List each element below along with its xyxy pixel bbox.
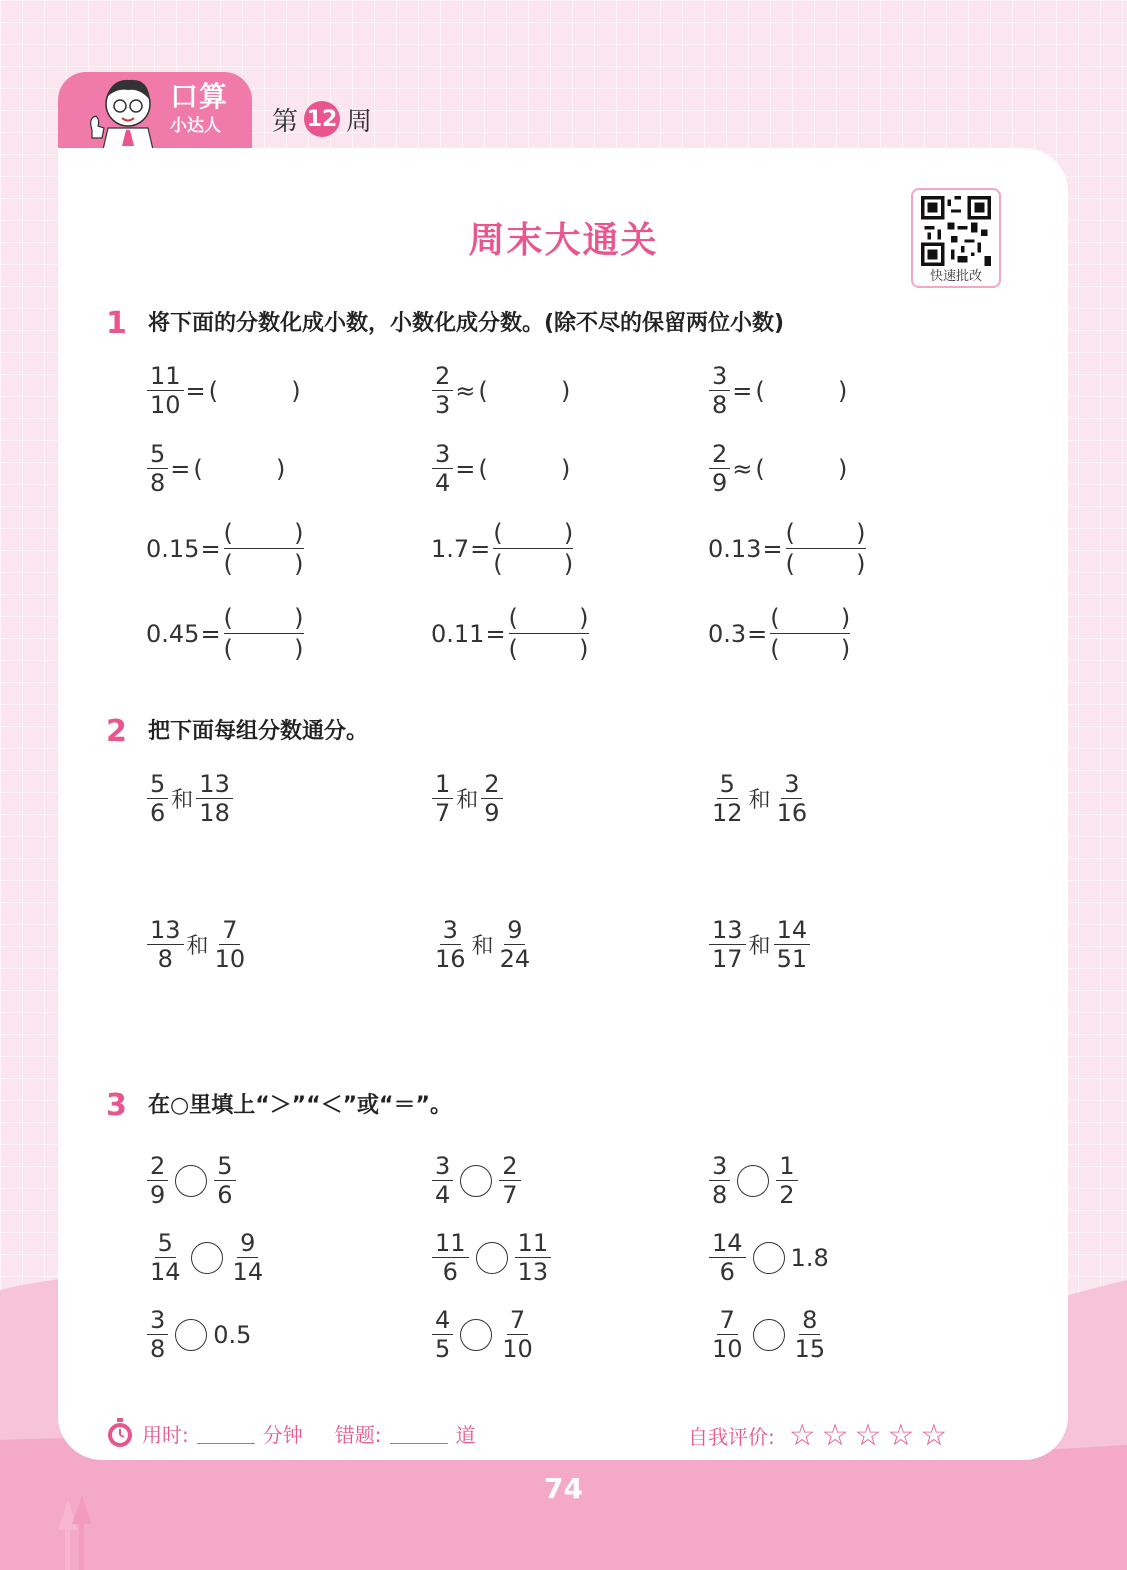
equals-sign: = [762, 534, 783, 563]
comparison-item [431, 1306, 537, 1363]
footer-time-errors [106, 1418, 476, 1448]
numerator: 13 [709, 916, 746, 945]
connector: 和 [456, 788, 479, 813]
numerator: 8 [799, 1306, 820, 1335]
fraction-b [515, 1229, 552, 1286]
connector: 和 [171, 788, 194, 813]
numerator: 1 [776, 1152, 797, 1181]
denominator: 7 [502, 1181, 518, 1209]
fraction-a [147, 1152, 168, 1209]
numerator: 9 [504, 916, 525, 945]
section-1-number: 1 [106, 306, 127, 341]
denominator: 14 [232, 1258, 264, 1286]
fraction-a [709, 1152, 730, 1209]
numerator: 14 [709, 1229, 746, 1258]
errors-label: 错题: [334, 1422, 382, 1447]
numerator: 7 [507, 1306, 528, 1335]
fraction-a [147, 1306, 168, 1363]
common-denominator-pair [708, 916, 811, 973]
numerator: 5 [717, 770, 738, 799]
connector: 和 [748, 788, 771, 813]
denominator: 2 [779, 1181, 795, 1209]
time-input-line[interactable] [197, 1423, 255, 1444]
compare-circle-blank[interactable] [753, 1242, 785, 1274]
numerator: 3 [781, 770, 802, 799]
denominator: 4 [435, 1181, 451, 1209]
denominator: 15 [794, 1335, 826, 1363]
comparison-item [708, 1152, 799, 1209]
denominator: 10 [214, 945, 246, 973]
decimal-to-fraction-item [708, 603, 850, 664]
operator: ≈ [455, 376, 476, 405]
time-unit: 分钟 [262, 1422, 303, 1447]
comparison-item [708, 1306, 829, 1363]
errors-input-line[interactable] [390, 1423, 448, 1444]
common-denominator-pair [146, 916, 249, 973]
equals-sign: = [200, 619, 221, 648]
compare-circle-blank[interactable] [753, 1319, 785, 1351]
numerator: 4 [432, 1306, 453, 1335]
numerator: 3 [440, 916, 461, 945]
answer-fraction-blank[interactable]: ( ) ( ) [770, 604, 851, 663]
denominator: 8 [150, 1335, 166, 1363]
rating-label: 自我评价: [688, 1425, 775, 1449]
fraction-a [709, 1306, 746, 1363]
stopwatch-icon [106, 1418, 134, 1448]
decimal-to-fraction-item [146, 603, 304, 664]
denominator: 9 [484, 799, 500, 827]
decimal-value: 0.45 [146, 619, 200, 648]
qr-code-icon [921, 196, 991, 266]
compare-circle-blank[interactable] [191, 1242, 223, 1274]
numerator: 3 [432, 1152, 453, 1181]
fraction-to-decimal-item [146, 362, 301, 419]
fraction-to-decimal-item [708, 440, 847, 497]
numerator: 2 [709, 440, 730, 469]
numerator: 5 [155, 1229, 176, 1258]
compare-circle-blank[interactable] [175, 1319, 207, 1351]
fraction [147, 362, 184, 419]
numerator: 2 [499, 1152, 520, 1181]
fraction [709, 440, 730, 497]
decimal-to-fraction-item [431, 518, 573, 579]
denominator: 6 [150, 799, 166, 827]
answer-fraction-blank[interactable]: ( ) ( ) [508, 604, 589, 663]
week-suffix: 周 [346, 106, 373, 137]
common-denominator-pair [431, 916, 534, 973]
numerator: 1 [432, 770, 453, 799]
numerator: 3 [709, 362, 730, 391]
fraction [147, 440, 168, 497]
fraction-a [709, 916, 746, 973]
section-1-instruction: 将下面的分数化成小数，小数化成分数。(除不尽的保留两位小数) [148, 311, 785, 336]
common-denominator-pair [431, 770, 504, 827]
fraction [432, 440, 453, 497]
denominator: 6 [217, 1181, 233, 1209]
denominator: 6 [442, 1258, 458, 1286]
fraction-a [432, 1229, 469, 1286]
denominator: 16 [435, 945, 466, 973]
answer-fraction-blank[interactable]: ( ) ( ) [223, 604, 304, 663]
denominator: 16 [776, 799, 808, 827]
compare-circle-blank[interactable] [460, 1319, 492, 1351]
fraction [709, 362, 730, 419]
fraction-b [214, 1152, 235, 1209]
compare-circle-blank[interactable] [460, 1165, 492, 1197]
fraction-b [499, 1152, 520, 1209]
denominator: 10 [502, 1335, 533, 1363]
fraction-a [432, 1152, 453, 1209]
rating-stars[interactable]: ☆☆☆☆☆ [788, 1418, 954, 1453]
equals-sign: = [200, 534, 221, 563]
denominator: 9 [150, 1181, 166, 1209]
denominator: 3 [435, 391, 451, 419]
decimal-to-fraction-item [708, 518, 866, 579]
answer-blank[interactable]: ( ) [755, 454, 848, 483]
compare-circle-blank[interactable] [476, 1242, 508, 1274]
fraction-a [709, 770, 746, 827]
fraction-b [792, 1306, 829, 1363]
operator: = [732, 376, 753, 405]
week-label [272, 100, 372, 138]
numerator: 2 [481, 770, 502, 799]
numerator: 2 [432, 362, 453, 391]
numerator: 5 [214, 1152, 235, 1181]
denominator: 13 [517, 1258, 549, 1286]
operator: = [170, 454, 191, 483]
numerator: 5 [147, 440, 168, 469]
fraction-b [499, 1306, 536, 1363]
compare-circle-blank[interactable] [175, 1165, 207, 1197]
fraction-a [432, 770, 453, 827]
fraction-b [196, 770, 233, 827]
tab-subtitle: 小达人 [170, 116, 221, 136]
denominator: 24 [499, 945, 531, 973]
qr-label: 快速批改 [929, 269, 982, 284]
operator: = [185, 376, 206, 405]
denominator: 4 [435, 469, 451, 497]
fraction-a [147, 770, 168, 827]
page-title: 周末大通关 [468, 220, 659, 261]
fraction-to-decimal-item [431, 362, 570, 419]
section-3-number: 3 [106, 1088, 127, 1123]
denominator: 6 [719, 1258, 735, 1286]
answer-fraction-blank[interactable]: ( ) ( ) [223, 519, 304, 578]
decimal-value: 0.15 [146, 534, 200, 563]
numerator: 13 [196, 770, 233, 799]
fraction-b [481, 770, 502, 827]
denominator: 5 [435, 1335, 451, 1363]
answer-blank[interactable]: ( ) [755, 376, 848, 405]
numerator: 3 [147, 1306, 168, 1335]
numerator: 7 [219, 916, 240, 945]
answer-blank[interactable]: ( ) [478, 376, 571, 405]
operator: = [455, 454, 476, 483]
comparison-item [146, 1306, 251, 1363]
fraction-b [776, 1152, 797, 1209]
numerator: 14 [774, 916, 811, 945]
numerator: 11 [147, 362, 184, 391]
connector: 和 [186, 934, 209, 959]
fraction-a [147, 1229, 184, 1286]
denominator: 12 [712, 799, 743, 827]
fraction-a [147, 916, 184, 973]
numerator: 9 [237, 1229, 258, 1258]
denominator: 8 [157, 945, 173, 973]
week-prefix: 第 [272, 106, 299, 137]
denominator: 8 [712, 391, 728, 419]
answer-fraction-blank[interactable]: ( ) ( ) [785, 519, 866, 578]
numerator: 13 [147, 916, 184, 945]
fraction-to-decimal-item [708, 362, 847, 419]
week-number-badge: 12 [304, 101, 340, 137]
numerator: 3 [709, 1152, 730, 1181]
equals-sign: = [747, 619, 768, 648]
decimal-value: 0.3 [708, 619, 747, 648]
denominator: 18 [199, 799, 230, 827]
fraction-b [212, 916, 249, 973]
denominator: 8 [150, 469, 166, 497]
denominator: 51 [776, 945, 808, 973]
answer-fraction-blank[interactable]: ( ) ( ) [493, 519, 574, 578]
section-2-instruction: 把下面每组分数通分。 [148, 719, 369, 744]
answer-blank[interactable]: ( ) [478, 454, 571, 483]
equals-sign: = [470, 534, 491, 563]
decimal-to-fraction-item [146, 518, 304, 579]
denominator: 8 [712, 1181, 728, 1209]
operator: ≈ [732, 454, 753, 483]
numerator: 2 [147, 1152, 168, 1181]
denominator: 7 [435, 799, 451, 827]
numerator: 7 [717, 1306, 738, 1335]
numerator: 3 [432, 440, 453, 469]
qr-code[interactable] [911, 188, 1001, 288]
comparison-item [431, 1229, 552, 1286]
fraction-a [432, 916, 469, 973]
decimal-value: 0.13 [708, 534, 762, 563]
denominator: 17 [712, 945, 743, 973]
decimal-value: 1.7 [431, 534, 470, 563]
numerator: 11 [432, 1229, 469, 1258]
common-denominator-pair [146, 770, 234, 827]
denominator: 10 [712, 1335, 743, 1363]
denominator: 10 [150, 391, 181, 419]
denominator: 9 [712, 469, 728, 497]
equals-sign: = [485, 619, 506, 648]
fraction [432, 362, 453, 419]
fraction-b [230, 1229, 267, 1286]
footer-rating [688, 1418, 953, 1453]
numerator: 11 [515, 1229, 552, 1258]
fraction-to-decimal-item [431, 440, 570, 497]
answer-blank[interactable]: ( ) [208, 376, 301, 405]
time-label: 用时: [142, 1422, 189, 1447]
decimal-value: 0.11 [431, 619, 485, 648]
denominator: 14 [150, 1258, 181, 1286]
fraction-to-decimal-item [146, 440, 285, 497]
numerator: 5 [147, 770, 168, 799]
connector: 和 [748, 934, 771, 959]
answer-blank[interactable]: ( ) [193, 454, 286, 483]
decimal-value: 1.8 [790, 1243, 829, 1272]
comparison-item [146, 1229, 267, 1286]
connector: 和 [471, 934, 494, 959]
common-denominator-pair [708, 770, 811, 827]
tab-title: 口算 [170, 80, 229, 113]
comparison-item [431, 1152, 522, 1209]
errors-unit: 道 [455, 1422, 476, 1447]
decimal-to-fraction-item [431, 603, 589, 664]
section-3-instruction: 在○里填上“＞”“＜”或“＝”。 [148, 1093, 452, 1118]
decimal-value: 0.5 [213, 1320, 252, 1349]
mascot-boy-icon [78, 70, 164, 154]
compare-circle-blank[interactable] [737, 1165, 769, 1197]
fraction-a [709, 1229, 746, 1286]
fraction-a [432, 1306, 453, 1363]
fraction-b [497, 916, 534, 973]
fraction-b [774, 916, 811, 973]
comparison-item [146, 1152, 237, 1209]
section-2-number: 2 [106, 714, 127, 749]
comparison-item [708, 1229, 829, 1286]
page-number: 74 [544, 1472, 583, 1505]
fraction-b [774, 770, 811, 827]
